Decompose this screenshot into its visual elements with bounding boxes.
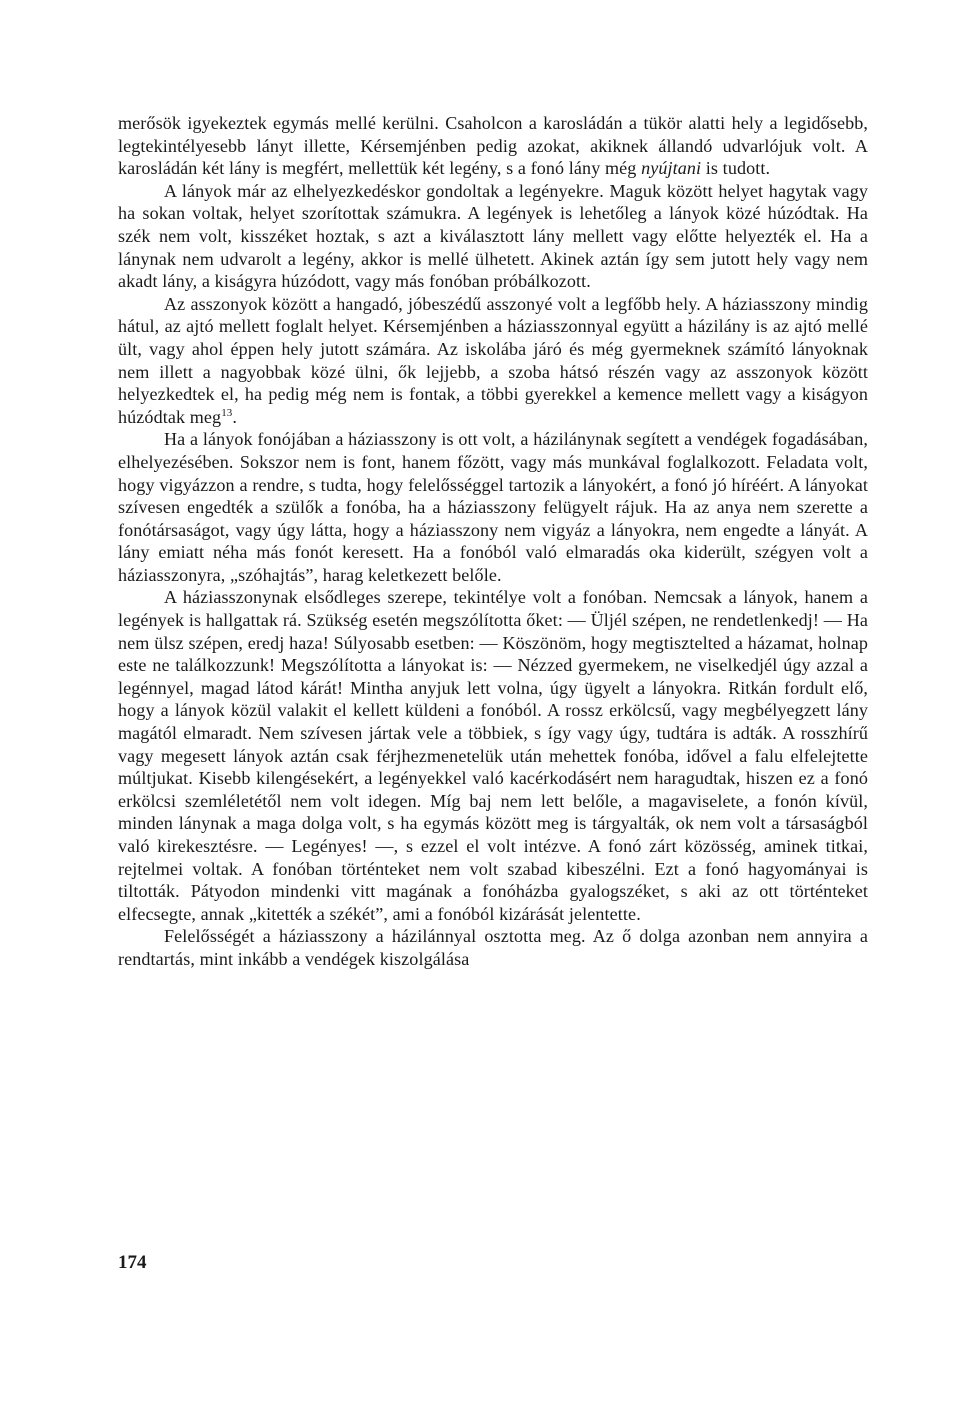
page-number: 174 xyxy=(118,1252,147,1273)
page-body xyxy=(118,112,868,971)
paragraph-3 xyxy=(118,293,868,429)
footnote-marker: 13 xyxy=(221,406,233,419)
paragraph-2: A lányok már az elhelyezkedéskor gondoltak a legényekre. Maguk között helyet hagytak vagy ha sokan voltak, helyet szorítottak számukra. A legények is lehetőleg a lányok közé húzódtak. Ha szék nem volt, kisszéket hoztak, s azt a kiválasztott lány mellett vagy előtte helyezték el. Ha a lánynak nem udvarolt a legény, akkor is mellé ülhetett. Akinek aztán így sem jutott hely vagy nem akadt lány, a kiságyra húzódott, vagy más fonóban próbálkozott. xyxy=(118,180,868,292)
paragraph-3-text-end: . xyxy=(232,406,238,427)
paragraph-1-text: merősök igyekeztek egymás mellé kerülni. Csaholcon a karosládán a tükör alatti hely a legidősebb, legtekintélyesebb lányt illette, Kérsemjénben pedig azokat, akiknek állandó udvarlójuk volt. A karosládán két lány is megfért, mellettük két legény, s a fonó lány még xyxy=(118,113,868,179)
paragraph-1-text-end: is tudott. xyxy=(701,158,771,179)
paragraph-6: Felelősségét a háziasszony a házilánnyal osztotta meg. Az ő dolga azonban nem annyira a rendtartás, mint inkább a vendégek kiszolgálása xyxy=(118,926,868,969)
paragraph-5: A háziasszonynak elsődleges szerepe, tekintélye volt a fonóban. Nemcsak a lányok, hanem a legények is hallgattak rá. Szükség esetén megszólította őket: — Üljél szépen, ne rendetlenkedj! — Ha nem ülsz szépen, eredj haza! Súlyosabb esetben: — Köszönöm, hogy megtisztelted a házamat, holnap este ne találkozzunk! Megszólította a lányokat is: — Nézzed gyermekem, ne viselkedjél úgy azzal a legénnyel, magad látod kárát! Minthа anyjuk lett volna, úgy ügyelt a lányokra. Ritkán fordult elő, hogy a lányok közül valakit el kellett küldeni a fonóból. A rossz erkölcsű, vagy megbélyegzett lány magától elmaradt. Nem szívesen jártak vele a többiek, s így vagy úgy, tudtára is adták. A rosszhírű vagy megesett lányok aztán csak férjhezmenetelük után mehettek fonóba, idővel a falu elfelejtette múltjukat. Kisebb kilengésekért, a legényekkel való kacérkodásért nem haragudtak, hiszen ez a fonó erkölcsi szemléletétől nem volt idegen. Míg baj nem lett belőle, a magaviselete, a fonón kívül, minden lánynak a maga dolga volt, s ha egymás között meg is tárgyalták, ok nem volt a társaságból való kirekesztésre. — Legényes! —, s ezzel el volt intézve. A fonó zárt közösség, aminek titkai, rejtelmei voltak. A fonóban történteket nem volt szabad kibeszélni. Ezt a fonó hagyományai is tiltották. Pátyodon mindenki vitt magának a fonóházba gyalogszéket, s aki az ott történteket elfecsegte, annak „kitették a székét”, ami a fonóból kizárását jelentette. xyxy=(118,587,868,924)
paragraph-1 xyxy=(118,112,868,180)
paragraph-1-italic: nyújtani xyxy=(641,158,702,179)
paragraph-4: Ha a lányok fonójában a háziasszony is ott volt, a házilánynak segített a vendégek fogadásában, elhelyezésében. Sokszor nem is font, hanem főzött, vagy más munkával foglalkozott. Feladata volt, hogy vigyázzon a rendre, s tudta, hogy felelősséggel tartozik a lányokért, a fonó jó híréért. A lányokat szívesen engedték a szülők a fonóba, ha a háziasszony felügyelt rájuk. Ha az anya nem szerette a fonótársaságot, vagy úgy látta, hogy a háziasszony nem vigyáz a lányokra, nem engedte a lányát. A lány emiatt néha más fonót keresett. Ha a fonóból való elmaradás oka kiderült, szégyen volt a háziasszonyra, „szóhajtás”, harag keletkezett belőle. xyxy=(118,429,868,585)
paragraph-3-text: Az asszonyok között a hangadó, jóbeszédű asszonyé volt a legfőbb hely. A háziasszony mindig hátul, az ajtó mellett foglalt helyet. Kérsemjénben a háziasszonnyal együtt a házilány is az ajtó mellé ült, vagy ahol éppen hely jutott számára. Az iskolába járó és még gyermeknek számító lányoknak nem illett a nagyobbak közé ülni, ők lejjebb, a szoba hátsó részén vagy az asszonyok között helyezkedtek el, ha pedig még nem is fontak, a többi gyerekkel a kemence mellett vagy a kiságyon húzódtak meg xyxy=(118,293,868,427)
